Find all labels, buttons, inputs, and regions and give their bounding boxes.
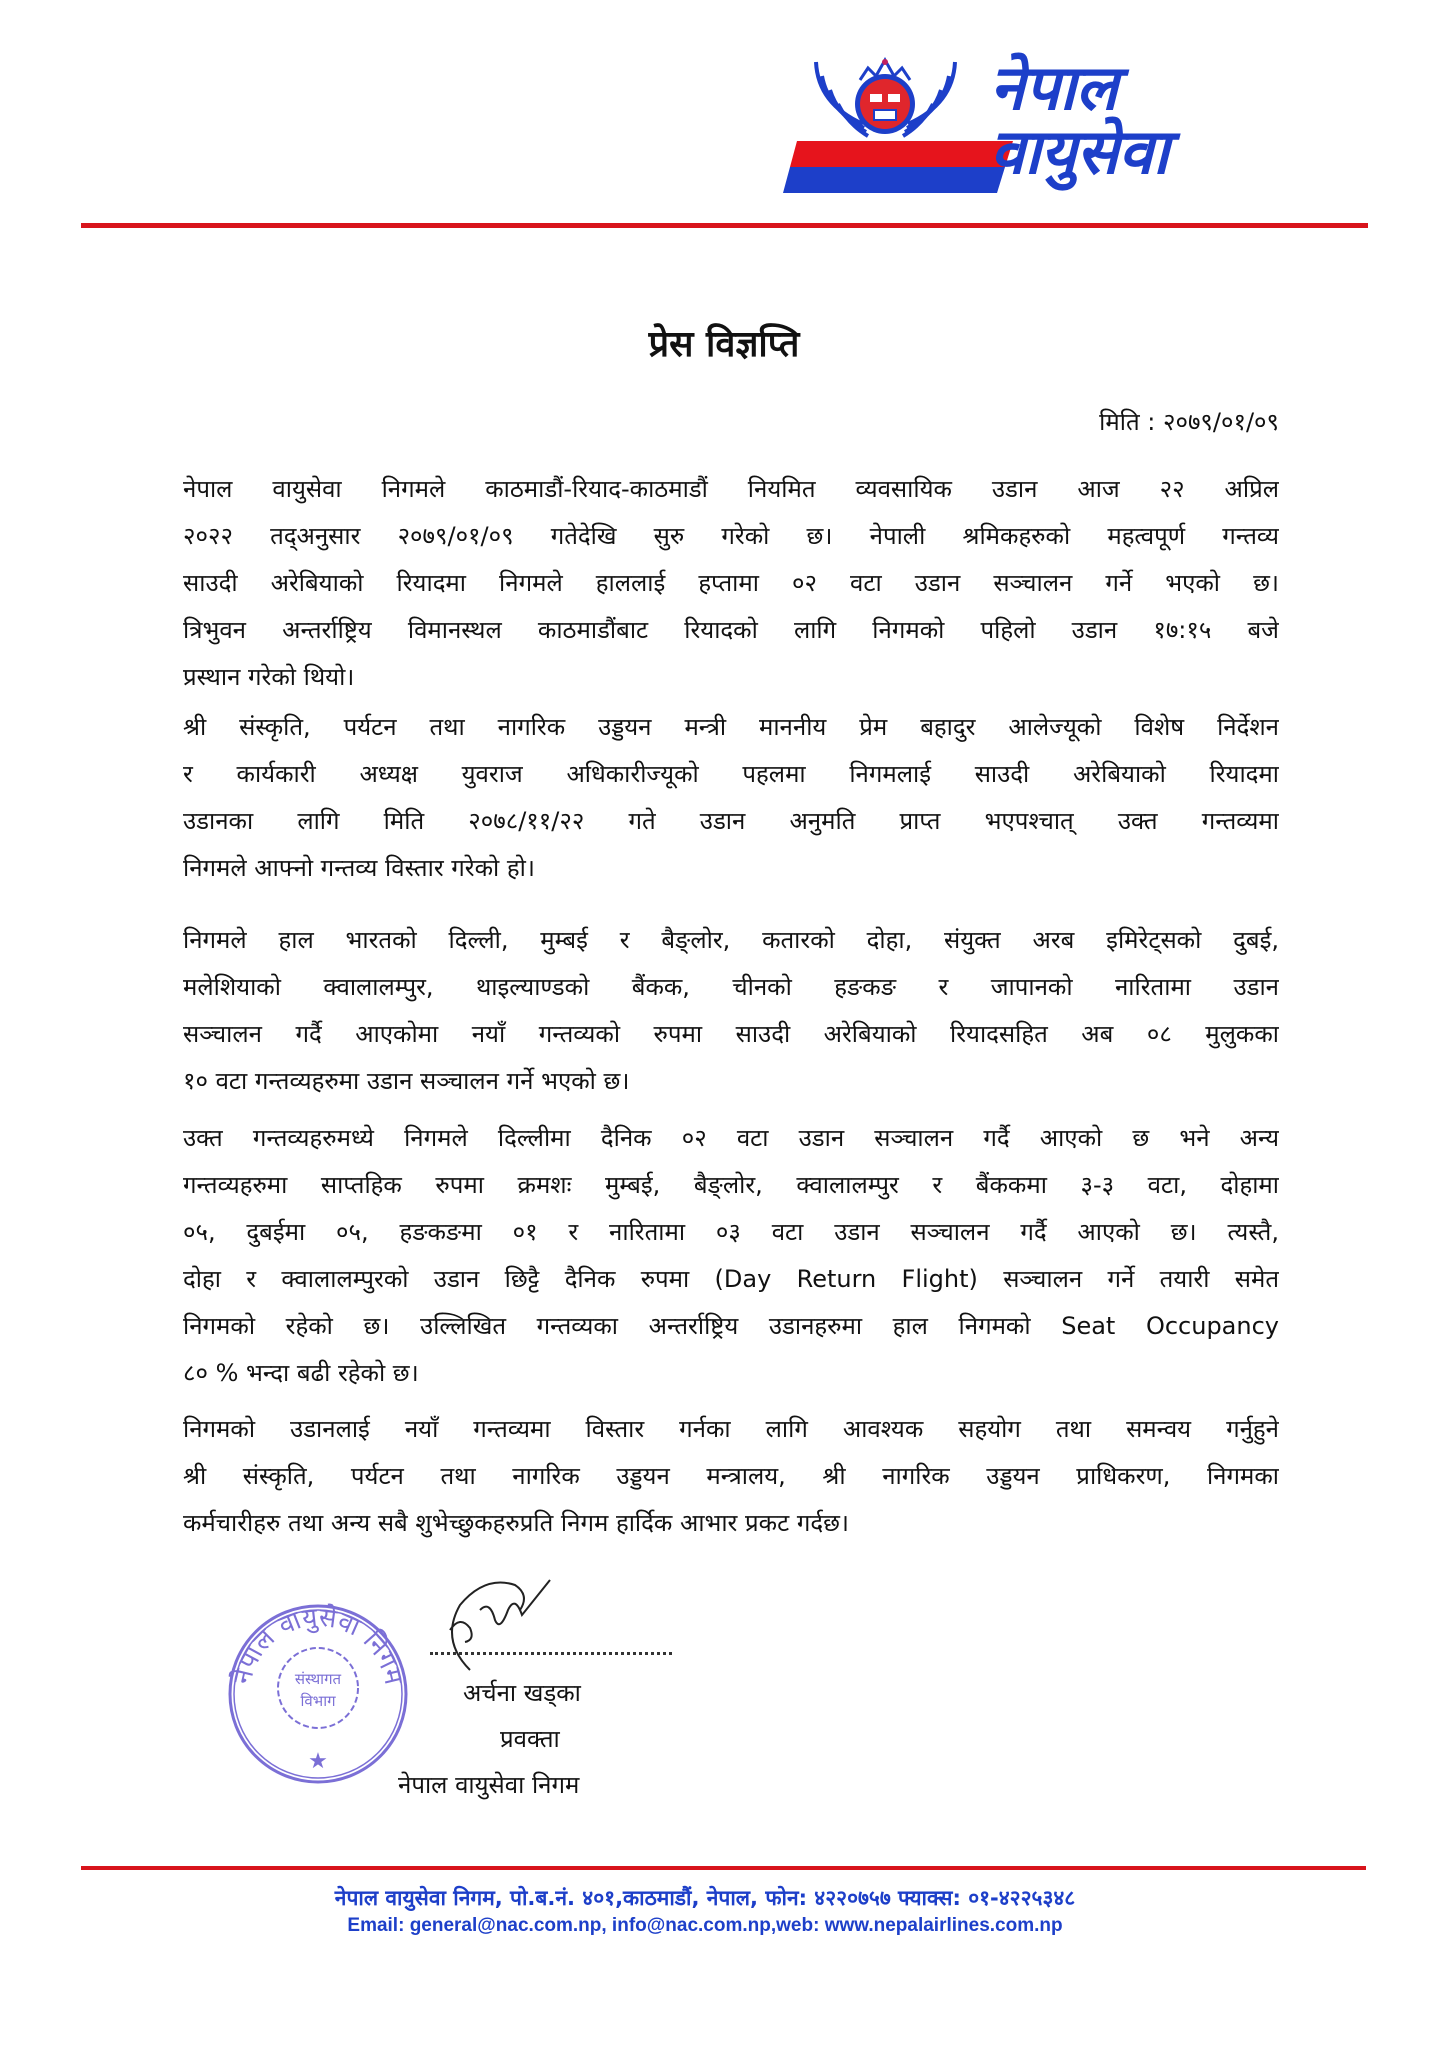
header-divider xyxy=(81,223,1368,228)
official-stamp xyxy=(226,1602,410,1786)
paragraph xyxy=(183,1406,1279,1547)
paragraph-line: दोहा र क्वालालम्पुरको उडान छिट्टै दैनिक रुपमा (Day Return Flight) सञ्चालन गर्ने तयारी समेत xyxy=(183,1265,1279,1293)
footer-divider xyxy=(81,1866,1366,1870)
paragraph-line: १० वटा गन्तव्यहरुमा उडान सञ्चालन गर्ने भएको छ। xyxy=(183,1067,630,1095)
stamp-outer-text: नेपाल वायुसेवा निगम xyxy=(227,1602,409,1688)
footer-contact: Email: general@nac.com.np, info@nac.com.np,web: www.nepalairlines.com.np xyxy=(347,1915,1063,1936)
document-date: मिति : २०७९/०१/०९ xyxy=(1099,408,1279,436)
paragraph-line: त्रिभुवन अन्तर्राष्ट्रिय विमानस्थल काठमाडौंबाट रियादको लागि निगमको पहिलो उडान १७:१५ बजे xyxy=(183,616,1279,644)
paragraph-line: प्रस्थान गरेको थियो। xyxy=(183,663,355,691)
paragraph-line: ८० % भन्दा बढी रहेको छ। xyxy=(183,1359,419,1387)
signatory-name: अर्चना खड्का xyxy=(463,1679,581,1707)
signature-line xyxy=(430,1652,672,1655)
paragraph-line: उडानका लागि मिति २०७८/११/२२ गते उडान अनुमति प्राप्त भएपश्चात् उक्त गन्तव्यमा xyxy=(183,807,1279,835)
paragraph-line: उक्त गन्तव्यहरुमध्ये निगमले दिल्लीमा दैनिक ०२ वटा उडान सञ्चालन गर्दै आएको छ भने अन्य xyxy=(183,1124,1279,1152)
paragraph-line: गन्तव्यहरुमा साप्तहिक रुपमा क्रमशः मुम्बई, बैङ्लोर, क्वालालम्पुर र बैंककमा ३-३ वटा, दोहामा xyxy=(183,1171,1279,1199)
logo-text-line2: वायुसेवा xyxy=(990,115,1169,188)
paragraph-line: श्री संस्कृति, पर्यटन तथा नागरिक उड्डयन मन्त्री माननीय प्रेम बहादुर आलेज्यूको विशेष निर्देशन xyxy=(183,713,1279,741)
handwritten-signature xyxy=(430,1570,560,1680)
paragraph-line: ०५, दुबईमा ०५, हङकङमा ०१ र नारितामा ०३ वटा उडान सञ्चालन गर्दै आएको छ। त्यस्तै, xyxy=(183,1218,1279,1246)
paragraph-line: सञ्चालन गर्दै आएकोमा नयाँ गन्तव्यको रुपमा साउदी अरेबियाको रियादसहित अब ०८ मुलुकका xyxy=(183,1020,1279,1048)
paragraph xyxy=(183,704,1279,892)
paragraph-line: साउदी अरेबियाको रियादमा निगमले हाललाई हप्तामा ०२ वटा उडान सञ्चालन गर्ने भएको छ। xyxy=(183,569,1279,597)
logo-emblem-icon xyxy=(808,54,963,142)
logo-text-line1: नेपाल xyxy=(990,51,1118,124)
paragraph-line: श्री संस्कृति, पर्यटन तथा नागरिक उड्डयन मन्त्रालय, श्री नागरिक उड्डयन प्राधिकरण, निगमका xyxy=(183,1462,1279,1490)
stamp-inner-line1: संस्थागत xyxy=(294,1670,342,1688)
page-title: प्रेस विज्ञप्ति xyxy=(648,324,800,365)
paragraph-line: नेपाल वायुसेवा निगमले काठमाडौं-रियाद-काठमाडौं नियमित व्यवसायिक उडान आज २२ अप्रिल xyxy=(183,475,1279,503)
paragraph-line: कर्मचारीहरु तथा अन्य सबै शुभेच्छुकहरुप्रति निगम हार्दिक आभार प्रकट गर्दछ। xyxy=(183,1509,849,1537)
signatory-organization: नेपाल वायुसेवा निगम xyxy=(398,1771,580,1799)
logo-stripes-icon xyxy=(783,141,1013,193)
paragraph-line: र कार्यकारी अध्यक्ष युवराज अधिकारीज्यूको पहलमा निगमलाई साउदी अरेबियाको रियादमा xyxy=(183,760,1279,788)
paragraph xyxy=(183,1115,1279,1397)
paragraph-line: मलेशियाको क्वालालम्पुर, थाइल्याण्डको बैंकक, चीनको हङकङ र जापानको नारितामा उडान xyxy=(183,973,1279,1001)
paragraph xyxy=(183,917,1279,1105)
paragraph-line: निगमले आफ्नो गन्तव्य विस्तार गरेको हो। xyxy=(183,854,535,882)
paragraph-line: निगमको उडानलाई नयाँ गन्तव्यमा विस्तार गर्नका लागि आवश्यक सहयोग तथा समन्वय गर्नुहुने xyxy=(183,1415,1279,1443)
paragraph-line: २०२२ तद्अनुसार २०७९/०१/०९ गतेदेखि सुरु गरेको छ। नेपाली श्रमिकहरुको महत्वपूर्ण गन्तव्य xyxy=(183,522,1279,550)
signatory-role: प्रवक्ता xyxy=(500,1725,560,1753)
paragraph xyxy=(183,466,1279,701)
paragraph-line: निगमले हाल भारतको दिल्ली, मुम्बई र बैङ्लोर, कतारको दोहा, संयुक्त अरब इमिरेट्सको दुबई, xyxy=(183,926,1279,954)
stamp-inner-line2: विभाग xyxy=(300,1692,336,1710)
footer-address: नेपाल वायुसेवा निगम, पो.ब.नं. ४०१,काठमाडौं, नेपाल, फोन: ४२२०७५७ फ्याक्स: ०१-४२२५३४८ xyxy=(334,1886,1076,1910)
logo-wordmark xyxy=(990,51,1260,188)
stamp-star-icon: ★ xyxy=(308,1749,328,1774)
paragraph-line: निगमको रहेको छ। उल्लिखित गन्तव्यका अन्तर्राष्ट्रिय उडानहरुमा हाल निगमको Seat Occupancy xyxy=(183,1312,1279,1340)
